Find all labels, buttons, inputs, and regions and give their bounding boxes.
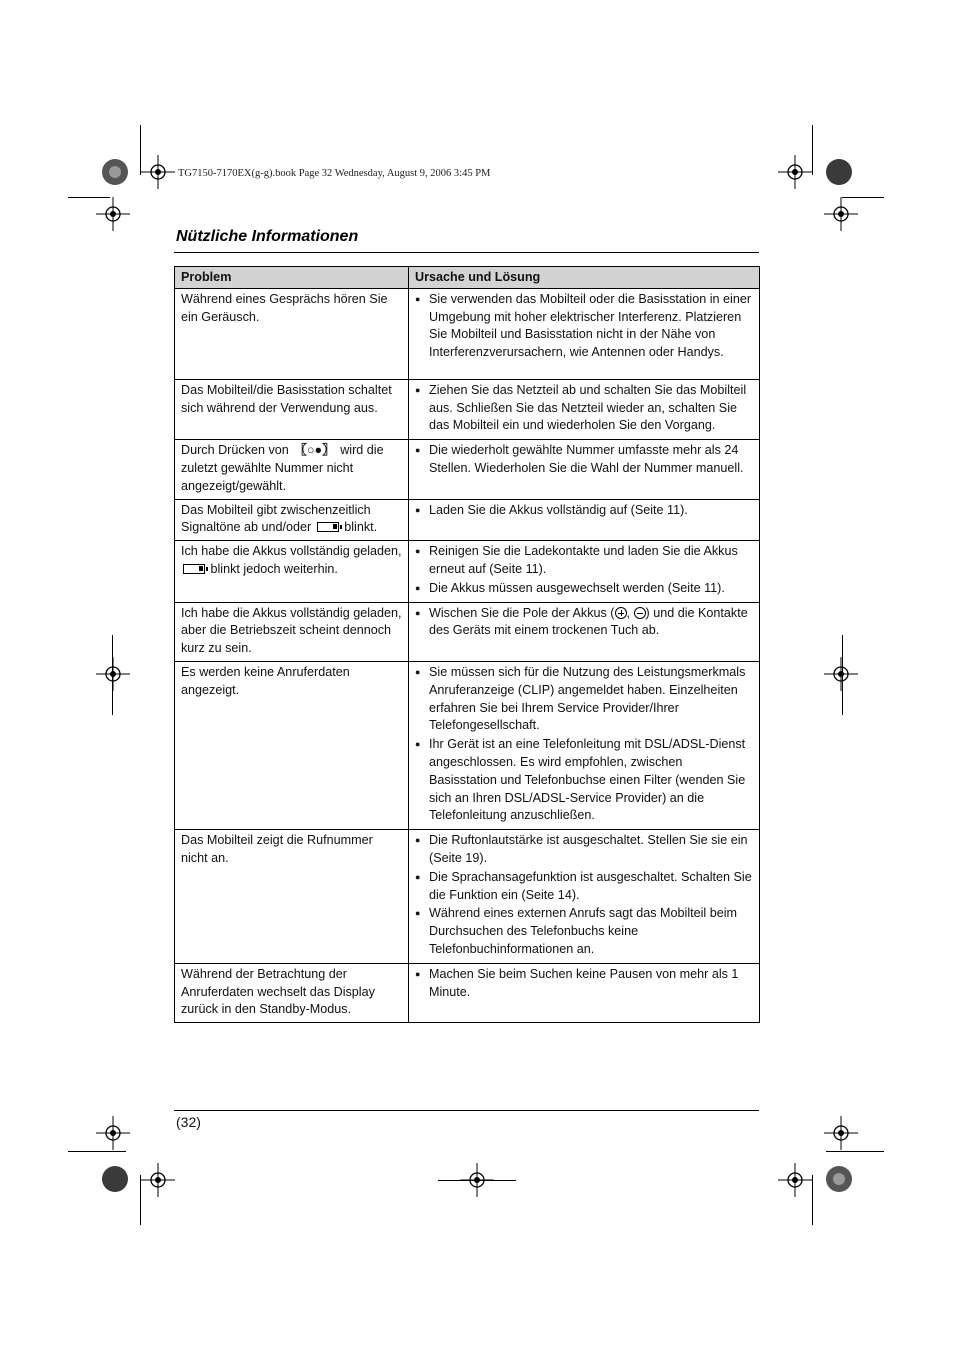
problem-text: Ich habe die Akkus vollständig geladen, [181,544,402,559]
solution-cell [409,661,760,829]
registration-dot-icon [825,158,853,186]
problem-cell: Es werden keine Anruferdaten angezeigt. [175,661,409,829]
registration-crosshair-icon [778,155,812,189]
registration-dot-icon [825,1165,853,1193]
minus-terminal-icon [634,607,646,619]
registration-crosshair-icon [824,1116,858,1150]
table-row [175,288,760,379]
problem-cell [175,440,409,499]
table-row [175,440,760,499]
solution-item: ● Die wiederholt gewählte Nummer umfasste mehr als 24 Stellen. Wiederholen Sie die Wahl der Nummer manuell. [415,442,753,478]
registration-crosshair-icon [824,197,858,231]
battery-icon [183,564,205,574]
column-header-problem: Problem [175,267,409,289]
problem-text: wird die zuletzt gewählte Nummer nicht angezeigt/gewählt. [181,443,384,493]
problem-text: blinkt. [344,520,378,535]
problem-cell [175,541,409,602]
registration-crosshair-icon [96,197,130,231]
solution-cell [409,541,760,602]
table-row [175,499,760,541]
print-header: TG7150-7170EX(g-g).book Page 32 Wednesday, August 9, 2006 3:45 PM [178,168,491,179]
crop-line [842,635,843,715]
solution-item: ● Die Ruftonlautstärke ist ausgeschaltet. Stellen Sie sie ein (Seite 19). [415,832,753,868]
solution-cell [409,288,760,379]
crop-line [812,125,813,175]
battery-icon [317,522,339,532]
crop-line [438,1180,516,1181]
problem-cell: Das Mobilteil zeigt die Rufnummer nicht an. [175,830,409,964]
problem-cell: Während der Betrachtung der Anruferdaten wechselt das Display zurück in den Standby-Modus. [175,963,409,1022]
solution-item: ● Sie verwenden das Mobilteil oder die Basisstation in einer Umgebung mit hoher elektrischer Interferenz. Platzieren Sie Mobilteil und Basisstation nicht in der Nähe von Interferenzverursachern, wie Antennen oder Handys. [415,291,753,362]
page-number: (32) [176,1114,201,1130]
section-title: Nützliche Informationen [176,228,359,245]
registration-crosshair-icon [824,657,858,691]
column-header-solution: Ursache und Lösung [409,267,760,289]
crop-line [112,635,113,715]
table-header-row [175,267,760,289]
problem-text: Durch Drücken von [181,443,289,458]
problem-cell: Ich habe die Akkus vollständig geladen, aber die Betriebszeit scheint dennoch kurz zu sein. [175,602,409,661]
crop-line [826,1151,884,1152]
crop-line [68,1151,126,1152]
table-row [175,661,760,829]
problem-text: Das Mobilteil gibt zwischenzeitlich Signaltöne ab und/oder [181,502,371,535]
table-row [175,602,760,661]
registration-crosshair-icon [96,657,130,691]
solution-item: ● Wischen Sie die Pole der Akkus ( , ) und die Kontakte des Geräts mit einem trockenen Tuch ab. [415,605,753,641]
crop-line [812,1175,813,1225]
solution-item: ● Während eines externen Anrufs sagt das Mobilteil beim Durchsuchen des Telefonbuchs keine Telefonbuchinformationen an. [415,905,753,958]
solution-item: ● Laden Sie die Akkus vollständig auf (Seite 11). [415,502,753,520]
solution-item: ● Sie müssen sich für die Nutzung des Leistungsmerkmals Anruferanzeige (CLIP) angemeldet haben. Einzelheiten erfahren Sie bei Ihrem Service Provider/Ihrer Telefongesellschaft. [415,664,753,735]
crop-line [140,125,141,175]
solution-cell [409,379,760,439]
table-row [175,963,760,1022]
solution-item: ● Machen Sie beim Suchen keine Pausen von mehr als 1 Minute. [415,966,753,1002]
crop-line [140,1175,141,1225]
solution-cell [409,499,760,541]
plus-terminal-icon [615,607,627,619]
solution-item: ● Ziehen Sie das Netzteil ab und schalten Sie das Mobilteil aus. Schließen Sie das Netzteil wieder an, schalten Sie das Mobilteil ein und wiederholen Sie den Vorgang. [415,382,753,435]
solution-item: ● Reinigen Sie die Ladekontakte und laden Sie die Akkus erneut auf (Seite 11). [415,543,753,579]
crop-line [68,197,110,198]
problem-cell: Das Mobilteil/die Basisstation schaltet sich während der Verwendung aus. [175,379,409,439]
table-row [175,830,760,964]
problem-text: blinkt jedoch weiterhin. [210,561,338,576]
footer-rule [174,1110,759,1111]
solution-item: ● Die Sprachansagefunktion ist ausgeschaltet. Schalten Sie die Funktion ein (Seite 14). [415,869,753,905]
registration-crosshair-icon [96,1116,130,1150]
redial-key-icon: 〖○●〗 [294,443,335,458]
troubleshooting-table [174,266,760,1023]
crop-line [842,197,884,198]
registration-crosshair-icon [141,1163,175,1197]
registration-crosshair-icon [141,155,175,189]
problem-cell: Während eines Gesprächs hören Sie ein Geräusch. [175,288,409,379]
solution-cell [409,602,760,661]
registration-dot-icon [101,1165,129,1193]
header-rule [174,252,759,253]
solution-item: ● Ihr Gerät ist an eine Telefonleitung mit DSL/ADSL-Dienst angeschlossen. Es wird empfohlen, zwischen Basisstation und Telefonbuchse einen Filter (wenden Sie sich an Ihren DSL/ADSL-Service Provider) an die Telefonleitung anzuschließen. [415,736,753,825]
solution-cell [409,830,760,964]
solution-cell [409,963,760,1022]
solution-item: ● Die Akkus müssen ausgewechselt werden (Seite 11). [415,580,753,598]
registration-dot-icon [101,158,129,186]
registration-crosshair-icon [778,1163,812,1197]
table-row [175,541,760,602]
problem-cell [175,499,409,541]
table-row [175,379,760,439]
solution-cell [409,440,760,499]
